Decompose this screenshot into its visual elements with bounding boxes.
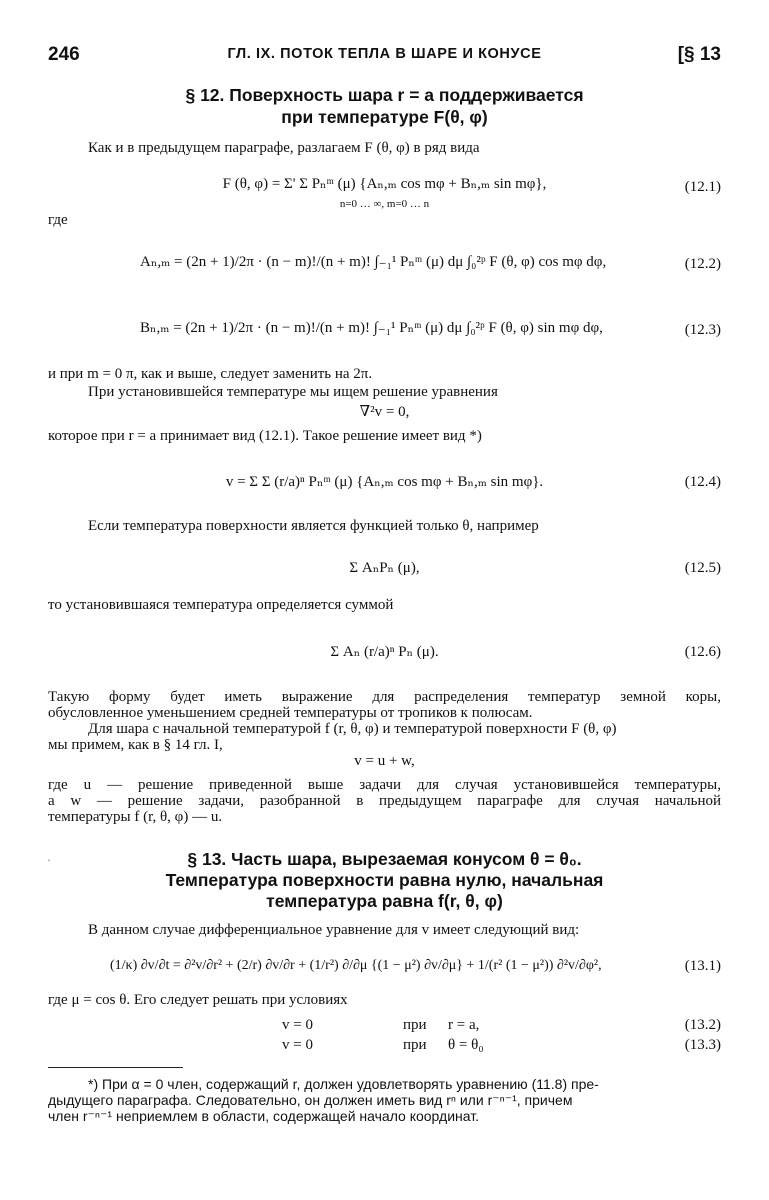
section-13-title-line1: § 13. Часть шара, вырезаемая конусом θ = θ₀.: [187, 849, 582, 869]
paragraph-line: Для шара с начальной температурой f (r, θ, φ) и температурой поверхности F (θ, φ): [88, 721, 617, 737]
condition-rhs: r = a,: [448, 1017, 480, 1033]
footnote-rule: [48, 1067, 183, 1068]
condition-word: при: [403, 1017, 427, 1033]
equation-number: (12.1): [684, 179, 721, 195]
condition-word: при: [403, 1037, 427, 1053]
equation-number: (12.3): [684, 322, 721, 338]
equation-number: (13.1): [684, 958, 721, 974]
equation-12-1: F (θ, φ) = Σ' Σ Pₙᵐ (μ) {Aₙ,ₘ cos mφ + Bₙ,ₘ sin mφ},: [222, 176, 547, 192]
equation-12-6: Σ Aₙ (r/a)ⁿ Pₙ (μ).: [330, 644, 439, 660]
paragraph: которое при r = a принимает вид (12.1). Такое решение имеет вид *): [48, 428, 482, 444]
section-12-title-line2: при температуре F(θ, φ): [281, 107, 488, 127]
equation-12-5: Σ AₙPₙ (μ),: [349, 560, 420, 576]
paragraph-line: температуры f (r, θ, φ) — u.: [48, 809, 223, 825]
paragraph: где μ = cos θ. Его следует решать при условиях: [48, 992, 348, 1008]
paragraph-line: мы примем, как в § 14 гл. I,: [48, 737, 223, 753]
margin-mark: ·: [47, 853, 51, 867]
equation-sum: v = u + w,: [354, 753, 415, 769]
condition-lhs: v = 0: [282, 1017, 313, 1033]
footnote-line: член r⁻ⁿ⁻¹ неприемлем в области, содержащей начало координат.: [48, 1108, 479, 1124]
paragraph-line: где u — решение приведенной выше задачи для случая установившейся температуры,: [48, 777, 721, 793]
section-13-title-line3: температура равна f(r, θ, φ): [266, 891, 503, 911]
paragraph: Если температура поверхности является функцией только θ, например: [88, 518, 539, 534]
section-reference: [§ 13: [677, 44, 721, 65]
paragraph: В данном случае дифференциальное уравнение для v имеет следующий вид:: [88, 922, 580, 938]
equation-number: (12.5): [684, 560, 721, 576]
footnote-line: дыдущего параграфа. Следовательно, он должен иметь вид rⁿ или r⁻ⁿ⁻¹, причем: [48, 1092, 573, 1108]
equation-number: (13.3): [684, 1037, 721, 1053]
equation-12-1-limits: n=0 … ∞, m=0 … n: [339, 198, 430, 210]
section-12-title-line1: § 12. Поверхность шара r = a поддерживается: [185, 85, 584, 105]
equation-number: (12.2): [684, 256, 721, 272]
paragraph: При установившейся температуре мы ищем решение уравнения: [88, 384, 498, 400]
paragraph-line: обусловленное уменьшением средней температуры от тропиков к полюсам.: [48, 705, 533, 721]
paragraph: Как и в предыдущем параграфе, разлагаем F (θ, φ) в ряд вида: [88, 140, 480, 156]
equation-number: (12.6): [684, 644, 721, 660]
condition-rhs: θ = θ₀: [448, 1037, 484, 1053]
paragraph: и при m = 0 π, как и выше, следует заменить на 2π.: [48, 366, 373, 382]
condition-lhs: v = 0: [282, 1037, 313, 1053]
paragraph-line: а w — решение задачи, разобранной в предыдущем параграфе для случая начальной: [48, 793, 721, 809]
footnote-line: *) При α = 0 член, содержащий r, должен удовлетворять уравнению (11.8) пре-: [88, 1076, 599, 1092]
page-number: 246: [48, 44, 80, 65]
running-title: ГЛ. IX. ПОТОК ТЕПЛА В ШАРЕ И КОНУСЕ: [227, 46, 542, 62]
equation-12-2: Aₙ,ₘ = (2n + 1)/2π · (n − m)!/(n + m)! ∫₋₁¹ Pₙᵐ (μ) dμ ∫₀²ᵖ F (θ, φ) cos mφ dφ,: [140, 254, 607, 270]
word-where: где: [48, 212, 68, 228]
equation-laplace: ∇²v = 0,: [359, 404, 410, 420]
section-13-title-line2: Температура поверхности равна нулю, начальная: [165, 870, 604, 890]
equation-13-1: (1/κ) ∂v/∂t = ∂²v/∂r² + (2/r) ∂v/∂r + (1/r²) ∂/∂μ {(1 − μ²) ∂v/∂μ} + 1/(r² (1 − μ²)) ∂²v/∂φ²,: [110, 958, 602, 973]
equation-12-4: v = Σ Σ (r/a)ⁿ Pₙᵐ (μ) {Aₙ,ₘ cos mφ + Bₙ,ₘ sin mφ}.: [225, 474, 544, 490]
paragraph-line: Такую форму будет иметь выражение для распределения температур земной коры,: [48, 689, 721, 705]
equation-12-3: Bₙ,ₘ = (2n + 1)/2π · (n − m)!/(n + m)! ∫₋₁¹ Pₙᵐ (μ) dμ ∫₀²ᵖ F (θ, φ) sin mφ dφ,: [140, 320, 603, 336]
equation-number: (13.2): [684, 1017, 721, 1033]
equation-number: (12.4): [684, 474, 721, 490]
paragraph: то установившаяся температура определяется суммой: [48, 597, 394, 613]
